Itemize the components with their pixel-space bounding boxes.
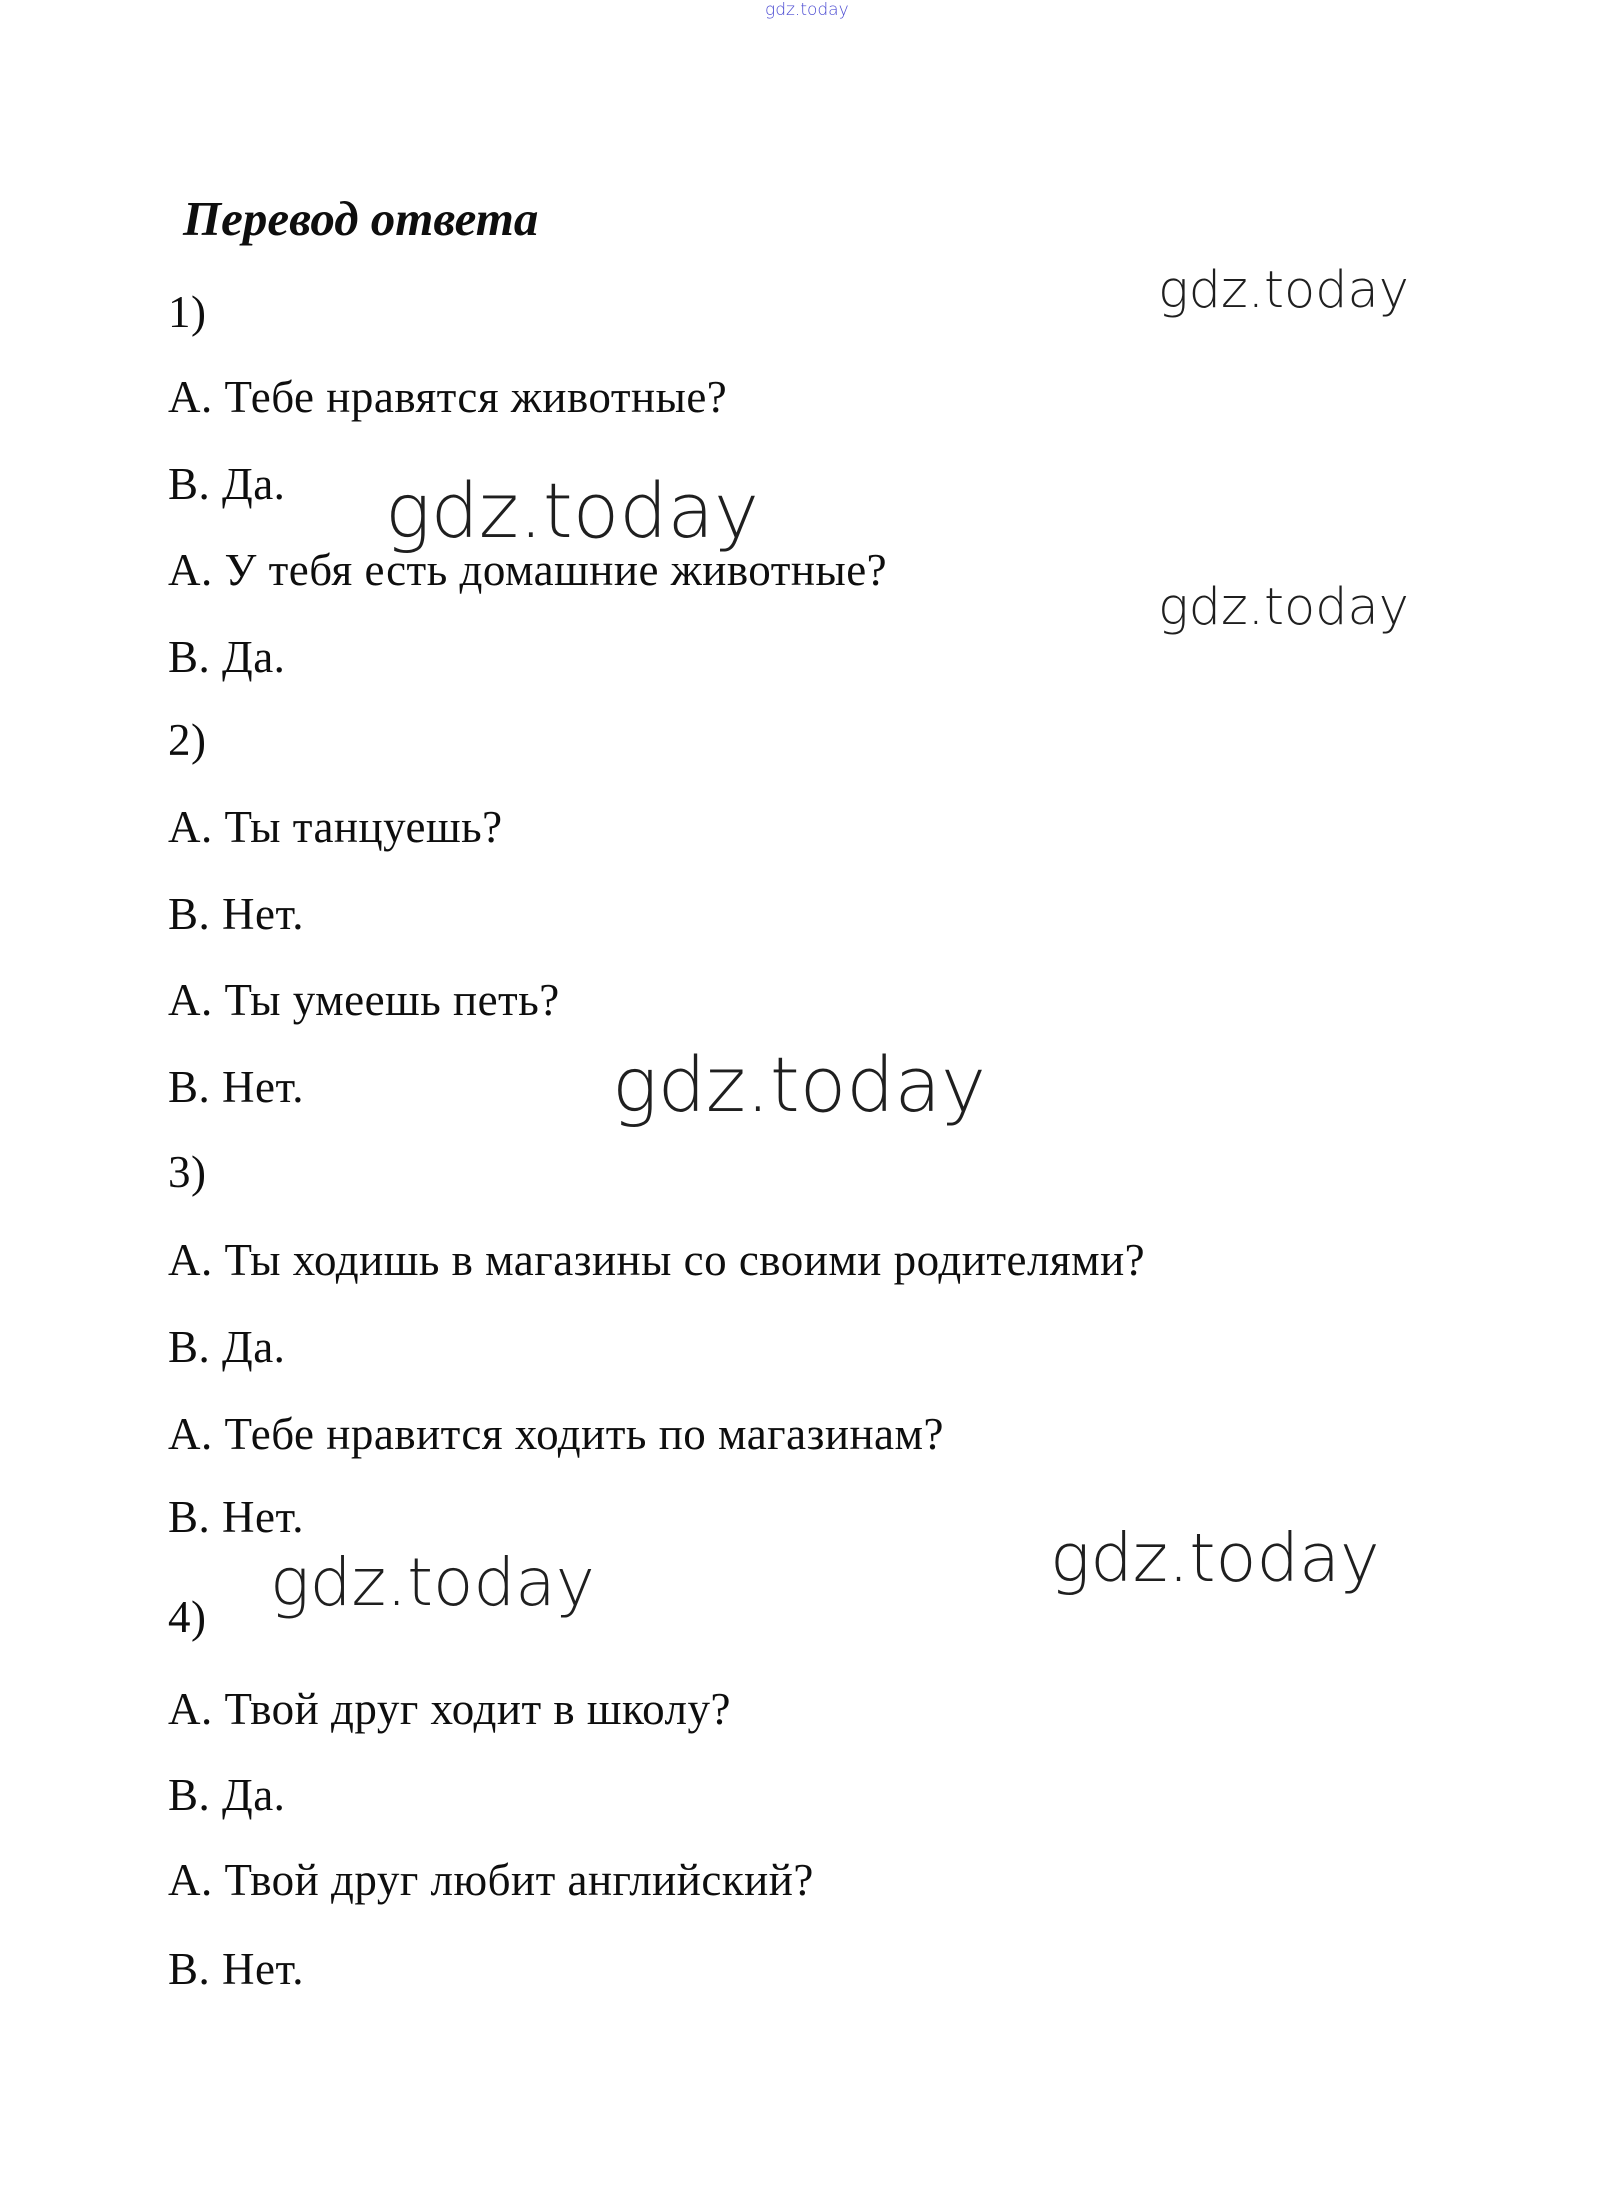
dialogue-line: А. Твой друг любит английский? [168,1855,814,1905]
watermark-gdz-today-right-mid: gdz.today [1158,578,1409,637]
dialogue-line: В. Нет. [168,1492,305,1542]
dialogue-line: А. У тебя есть домашние животные? [168,545,888,595]
dialogue-line: В. Нет. [168,889,305,939]
dialogue-line: В. Нет. [168,1062,305,1112]
dialogue-number-2: 2) [168,715,207,765]
watermark-gdz-today-top: gdz.today [765,0,849,20]
dialogue-line: А. Тебе нравится ходить по магазинам? [168,1409,944,1459]
dialogue-number-3: 3) [168,1147,207,1197]
dialogue-line: А. Ты танцуешь? [168,802,503,852]
page-title: Перевод ответа [183,191,539,246]
watermark-gdz-today-right-upper: gdz.today [1158,261,1409,320]
watermark-gdz-today-large-left: gdz.today [385,466,759,555]
dialogue-number-1: 1) [168,287,207,337]
dialogue-line: В. Нет. [168,1944,305,1994]
dialogue-line: В. Да. [168,632,286,682]
dialogue-line: В. Да. [168,459,286,509]
dialogue-number-4: 4) [168,1592,207,1642]
watermark-gdz-today-bottom-right: gdz.today [1050,1519,1380,1597]
dialogue-line: А. Ты ходишь в магазины со своими родителями? [168,1235,1146,1285]
dialogue-line: А. Твой друг ходит в школу? [168,1684,731,1734]
dialogue-line: А. Ты умеешь петь? [168,975,560,1025]
dialogue-line: А. Тебе нравятся животные? [168,372,728,422]
watermark-gdz-today-bottom-left: gdz.today [270,1544,595,1621]
dialogue-line: В. Да. [168,1770,286,1820]
watermark-gdz-today-center: gdz.today [612,1040,986,1129]
dialogue-line: В. Да. [168,1322,286,1372]
